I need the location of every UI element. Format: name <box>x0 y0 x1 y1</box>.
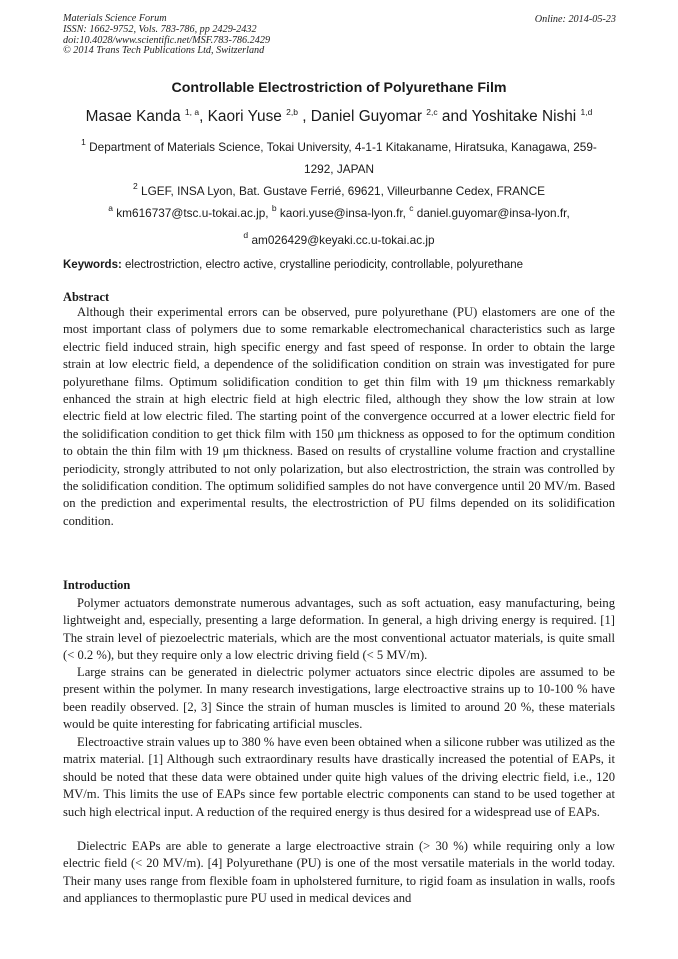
keywords-label: Keywords: <box>63 259 122 271</box>
author-name: Kaori Yuse <box>207 108 282 125</box>
keywords <box>63 259 615 271</box>
intro-paragraph-2: Large strains can be generated in dielectric polymer actuators since electric dipoles are assumed to be present within the polymer. In many research investigations, large electroactive strains up to 10-100 % have been readily observed. [2, 3] Since the strain of human muscles is limited to around 20 %, these materials would be quite interesting for fabricating artificial muscles. <box>63 665 615 732</box>
email-c: daniel.guyomar@insa-lyon.fr, <box>416 206 570 220</box>
introduction-heading: Introduction <box>63 578 131 592</box>
affiliation-superscript: 2 <box>133 181 138 191</box>
email-list <box>70 198 608 251</box>
author-superscript: 2,c <box>426 107 438 117</box>
issn-line: ISSN: 1662-9752, Vols. 783-786, pp 2429-2432 <box>63 23 257 35</box>
email-superscript: c <box>409 203 414 213</box>
email-superscript: b <box>271 203 277 213</box>
copyright-line: © 2014 Trans Tech Publications Ltd, Switzerland <box>63 45 265 57</box>
email-superscript: a <box>108 203 113 213</box>
paper-title: Controllable Electrostriction of Polyurethane Film <box>171 80 507 96</box>
author-separator: and <box>437 108 472 125</box>
journal-header <box>63 14 270 57</box>
affiliation-superscript: 1 <box>81 137 86 147</box>
author-name: Masae Kanda <box>85 108 181 125</box>
journal-name: Materials Science Forum <box>63 13 167 24</box>
intro-paragraph-4: Dielectric EAPs are able to generate a large electroactive strain (> 30 %) while requiring only a low electric field (< 20 MV/m). [4] Polyurethane (PU) is one of the most versatile materials in the world today. Their many uses range from flexible foam in upholstered furniture, to rigid foam as insulation in walls, roofs and appliances to thermoplastic pure PU used in medical devices and <box>63 839 615 906</box>
online-date: Online: 2014-05-23 <box>534 14 616 25</box>
abstract-text: Although their experimental errors can be observed, pure polyurethane (PU) elastomers are one of the most important class of polymers due to some remarkable electromechanical characteristics such as large electric field induced strain, high specific energy and fast speed of response. In order to obtain the large strain at low electric field, a dependence of the solidification condition on strain was investigated for pure polyurethane films. Optimum solidification condition to get thin film with 19 μm thickness remarkably enhanced the strain at high electric field at high electric filed, although they show the low strain at low electric field at low electric filed. The starting point of the convergence occurred at a lower electric field for the solidification condition to get thick film with 150 μm thickness as opposed to for the optimum condition to obtain the thin film with 19 μm thickness. Based on results of crystalline volume fraction and crystalline periodicity, strongly attributed to not only polarization, but also electrostriction, the strain was controlled by the solidification condition. The optimum solidified samples do not have convergence until 20 MV/m. Based on the prediction and experimental results, the electrostriction of PU films depended on its solidification condition. <box>63 305 615 528</box>
affiliation-text: LGEF, INSA Lyon, Bat. Gustave Ferrié, 69621, Villeurbanne Cedex, FRANCE <box>141 184 545 198</box>
author-superscript: 1, a <box>184 107 200 117</box>
author-separator: , <box>297 108 311 125</box>
author-superscript: 1,d <box>580 107 593 117</box>
email-b: kaori.yuse@insa-lyon.fr, <box>279 206 406 220</box>
author-list <box>0 107 678 126</box>
email-d: am026429@keyaki.cc.u-tokai.ac.jp <box>251 232 435 247</box>
intro-paragraph-3: Electroactive strain values up to 380 % have even been obtained when a silicone rubber was utilized as the matrix material. [1] Although such extraordinary results have drastically increased the potential of EAPs, it should be noted that these data were obtained under quite high values of the driving electric field, i.e., 120 MV/m. This limits the use of EAPs since few portable electric components can stand to be used together at such high electrical input. A reduction of the required energy is thus desired for a widespread use of EAPs. <box>63 735 615 819</box>
intro-paragraph-1: Polymer actuators demonstrate numerous advantages, such as soft actuation, easy manufacturing, being lightweight and, especially, presenting a large deformation. In general, a high driving energy is required. [1] The strain level of piezoelectric materials, which are the most conventional actuator materials, is quite small (< 0.2 %), but they require only a low electric driving field (< 5 MV/m). <box>63 596 615 663</box>
author-name: Daniel Guyomar <box>310 108 422 125</box>
author-separator: , <box>199 108 208 125</box>
affiliation-1 <box>70 132 608 180</box>
affiliation-text: Department of Materials Science, Tokai University, 4-1-1 Kitakaname, Hiratsuka, Kanagawa, 259-1292, JAPAN <box>89 140 597 176</box>
doi-line: doi:10.4028/www.scientific.net/MSF.783-786.2429 <box>63 34 271 46</box>
email-a: km616737@tsc.u-tokai.ac.jp, <box>116 206 269 220</box>
author-name: Yoshitake Nishi <box>471 108 577 125</box>
abstract-heading: Abstract <box>63 290 110 304</box>
email-superscript: d <box>243 229 249 240</box>
author-superscript: 2,b <box>286 107 298 117</box>
keywords-text: electrostriction, electro active, crystalline periodicity, controllable, polyurethane <box>125 259 524 271</box>
